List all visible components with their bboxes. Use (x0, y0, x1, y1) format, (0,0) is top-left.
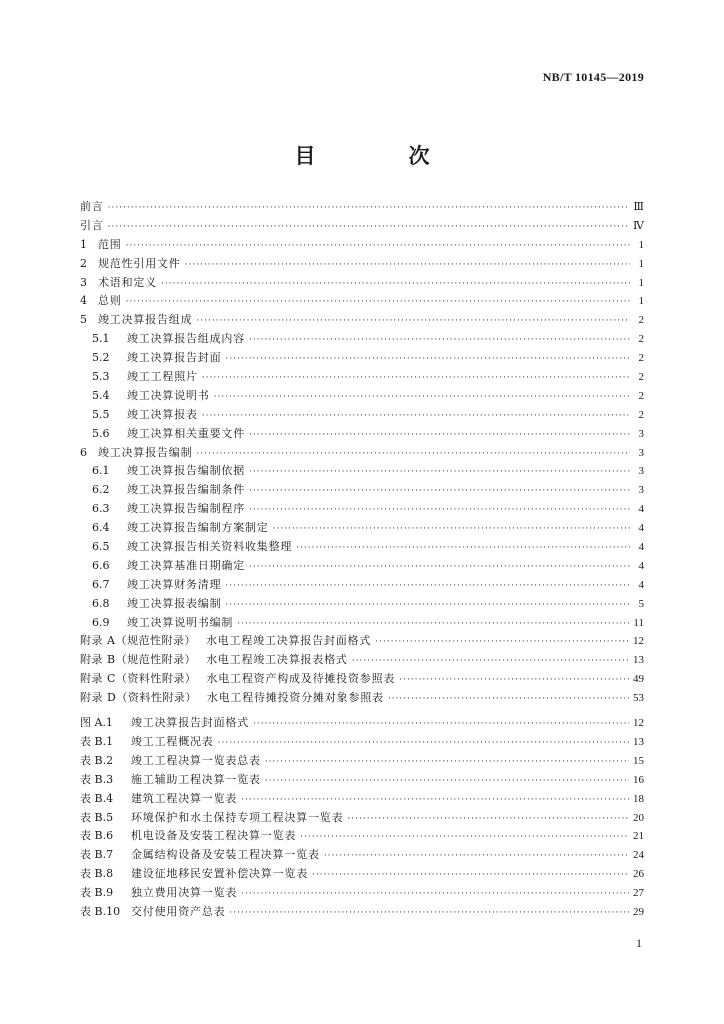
page-title: 目 次 (294, 143, 466, 168)
toc-number: 6.4 (92, 521, 110, 535)
leader-dots (249, 501, 630, 520)
toc-number: 1 (80, 237, 87, 251)
toc-label: 水电工程资产构成及待摊投资参照表 (206, 672, 396, 686)
leader-dots (249, 558, 630, 577)
toc-page: 13 (633, 654, 644, 667)
toc-number: 5.1 (92, 332, 110, 346)
toc-entry[interactable] (80, 576, 644, 595)
toc-label: 前言 (80, 200, 104, 213)
toc-page: 3 (638, 465, 644, 478)
leader-dots (388, 690, 629, 709)
toc-label: 竣工决算报告编制程序 (127, 502, 245, 516)
toc-number: 6.1 (92, 464, 110, 478)
toc-number: 附录 D（资料性附录） (80, 691, 197, 705)
toc-entry-appendix[interactable] (80, 689, 644, 708)
toc-page: 24 (633, 849, 644, 862)
toc-entry[interactable] (80, 217, 644, 236)
leader-dots (229, 904, 629, 923)
leader-dots (249, 331, 630, 350)
leader-dots (253, 715, 629, 734)
toc-label: 竣工决算报告相关资料收集整理 (127, 540, 293, 554)
toc-page: 2 (638, 389, 644, 402)
leader-dots (352, 652, 629, 671)
toc-page: 2 (638, 371, 644, 384)
toc-number: 表 B.9 (80, 886, 114, 900)
toc-entry[interactable] (80, 198, 644, 217)
toc-number: 表 B.7 (80, 848, 114, 862)
toc-number: 5.2 (92, 351, 110, 365)
leader-dots (161, 275, 630, 294)
toc-label: 水电工程待摊投资分摊对象参照表 (206, 691, 384, 705)
toc-page: 49 (633, 673, 644, 686)
leader-dots (108, 199, 630, 218)
toc-label: 交付使用资产总表 (131, 904, 226, 918)
toc-entry-figure[interactable] (80, 714, 644, 733)
leader-dots (312, 866, 629, 885)
leader-dots (324, 847, 629, 866)
leader-dots (225, 577, 630, 596)
toc-page: 20 (633, 811, 644, 824)
toc-entry[interactable] (80, 538, 644, 557)
leader-dots (185, 256, 630, 275)
toc-entry-table[interactable] (80, 903, 644, 922)
toc-entry-appendix[interactable] (80, 651, 644, 670)
toc-page: 21 (633, 830, 644, 843)
toc-label: 竣工决算财务清理 (127, 577, 222, 591)
toc-label: 规范性引用文件 (98, 256, 181, 270)
toc-label: 竣工决算报告封面 (127, 351, 222, 365)
leader-dots (399, 671, 629, 690)
toc-page: 12 (633, 717, 644, 730)
standard-code: NB/T 10145—2019 (542, 70, 644, 84)
leader-dots (218, 734, 629, 753)
toc-number: 4 (80, 294, 87, 308)
leader-dots (108, 218, 629, 237)
toc-page: Ⅳ (633, 219, 644, 232)
toc-label: 竣工决算报表 (127, 407, 198, 421)
toc-number: 6.5 (92, 540, 110, 554)
toc-number: 6.8 (92, 596, 110, 610)
toc-entry[interactable] (80, 557, 644, 576)
toc-page: 16 (633, 773, 644, 786)
leader-dots (126, 237, 630, 256)
toc-number: 6.3 (92, 502, 110, 516)
toc-entry[interactable] (80, 255, 644, 274)
leader-dots (241, 791, 629, 810)
toc-label: 竣工决算说明书编制 (127, 615, 234, 629)
toc-number: 2 (80, 256, 87, 270)
toc-number: 表 B.1 (80, 734, 114, 748)
toc-number: 附录 C（资料性附录） (80, 672, 197, 686)
toc-entry[interactable] (80, 444, 644, 463)
leader-dots (202, 407, 630, 426)
toc-entry[interactable] (80, 595, 644, 614)
toc-entry-table[interactable] (80, 771, 644, 790)
toc-page: 29 (633, 905, 644, 918)
leader-dots (196, 445, 630, 464)
toc-entry-table[interactable] (80, 827, 644, 846)
toc-entry[interactable] (80, 614, 644, 633)
toc-entry[interactable] (80, 406, 644, 425)
toc-entry-table[interactable] (80, 846, 644, 865)
toc-label: 竣工决算报告编制条件 (127, 483, 245, 497)
toc-label: 竣工工程概况表 (131, 734, 214, 748)
toc-entry[interactable] (80, 311, 644, 330)
toc-number: 5.3 (92, 370, 110, 384)
leader-dots (196, 312, 630, 331)
toc-page: 13 (633, 735, 644, 748)
toc-label: 总则 (98, 294, 122, 308)
leader-dots (375, 633, 629, 652)
toc-label: 独立费用决算一览表 (131, 886, 238, 900)
toc-page: 3 (638, 484, 644, 497)
toc-label: 竣工决算报表编制 (127, 596, 222, 610)
toc-entry-table[interactable] (80, 884, 644, 903)
leader-dots (347, 810, 629, 829)
toc-label: 竣工决算说明书 (127, 388, 210, 402)
toc-entry-table[interactable] (80, 752, 644, 771)
toc-label: 水电工程竣工决算报告封面格式 (205, 634, 372, 648)
toc-page: 27 (633, 887, 644, 900)
toc-entry[interactable] (80, 236, 644, 255)
leader-dots (296, 539, 630, 558)
toc-page: 4 (638, 578, 644, 591)
toc-page: Ⅲ (633, 201, 644, 213)
toc-entry[interactable] (80, 500, 644, 519)
toc-page: 5 (638, 597, 644, 610)
toc-number: 6 (80, 445, 87, 459)
leader-dots (126, 293, 630, 312)
toc-label: 金属结构设备及安装工程决算一览表 (131, 848, 320, 862)
table-of-contents (80, 198, 644, 922)
toc-entry[interactable] (80, 292, 644, 311)
toc-entry-table[interactable] (80, 790, 644, 809)
toc-label: 建设征地移民安置补偿决算一览表 (131, 867, 308, 881)
toc-page: 2 (638, 408, 644, 421)
leader-dots (273, 520, 630, 539)
toc-entry[interactable] (80, 462, 644, 481)
toc-page: 2 (638, 333, 644, 346)
toc-number: 6.7 (92, 577, 110, 591)
toc-page: 4 (638, 522, 644, 535)
toc-label: 水电工程竣工决算报表格式 (206, 653, 348, 667)
leader-dots (300, 828, 629, 847)
toc-number: 表 B.10 (80, 904, 121, 918)
toc-entry[interactable] (80, 330, 644, 349)
leader-dots (214, 388, 630, 407)
toc-number: 表 B.2 (80, 753, 114, 767)
toc-number: 表 B.4 (80, 791, 114, 805)
leader-dots (249, 426, 630, 445)
toc-entry-appendix[interactable] (80, 632, 644, 651)
toc-entry-appendix[interactable] (80, 670, 644, 689)
toc-number: 附录 A（规范性附录） (80, 634, 196, 648)
toc-entry-table[interactable] (80, 809, 644, 828)
page-number: 1 (636, 936, 642, 950)
toc-entry-table[interactable] (80, 865, 644, 884)
toc-number: 5.4 (92, 388, 110, 402)
toc-page: 1 (638, 238, 644, 251)
toc-number: 表 B.5 (80, 810, 114, 824)
toc-label: 竣工决算报告编制 (98, 445, 193, 459)
toc-page: 4 (638, 559, 644, 572)
toc-page: 2 (638, 314, 644, 327)
toc-label: 竣工工程决算一览表总表 (131, 753, 261, 767)
toc-entry[interactable] (80, 425, 644, 444)
leader-dots (249, 463, 630, 482)
toc-page: 3 (638, 427, 644, 440)
toc-number: 5.5 (92, 407, 110, 421)
toc-page: 4 (638, 503, 644, 516)
toc-page: 1 (638, 276, 644, 289)
toc-label: 建筑工程决算一览表 (131, 791, 238, 805)
toc-page: 1 (638, 257, 644, 270)
toc-number: 表 B.6 (80, 829, 114, 843)
toc-label: 竣工决算报告组成 (98, 313, 193, 327)
leader-dots (225, 350, 630, 369)
toc-label: 引言 (80, 218, 104, 232)
toc-label: 竣工工程照片 (127, 370, 198, 384)
toc-label: 施工辅助工程决算一览表 (131, 772, 261, 786)
leader-dots (225, 596, 630, 615)
toc-label: 竣工决算报告编制依据 (127, 464, 245, 478)
toc-label: 竣工决算报告组成内容 (127, 332, 245, 346)
toc-entry[interactable] (80, 387, 644, 406)
toc-page: 3 (638, 446, 644, 459)
toc-page: 12 (633, 635, 644, 648)
leader-dots (265, 772, 629, 791)
toc-page: 4 (638, 541, 644, 554)
toc-label: 机电设备及安装工程决算一览表 (131, 829, 297, 843)
toc-number: 表 B.8 (80, 867, 114, 881)
leader-dots (237, 615, 629, 634)
leader-dots (202, 369, 630, 388)
toc-number: 6.9 (92, 615, 110, 629)
toc-entry[interactable] (80, 349, 644, 368)
toc-number: 3 (80, 275, 87, 289)
toc-page: 18 (633, 792, 644, 805)
toc-page: 2 (638, 352, 644, 365)
leader-dots (265, 753, 629, 772)
toc-page: 11 (633, 616, 644, 629)
toc-number: 5 (80, 313, 87, 327)
toc-label: 竣工决算报告编制方案制定 (127, 521, 269, 535)
toc-number: 5.6 (92, 426, 110, 440)
toc-page: 53 (633, 692, 644, 705)
toc-entry[interactable] (80, 481, 644, 500)
toc-label: 竣工决算基准日期确定 (127, 558, 245, 572)
toc-label: 范围 (98, 237, 122, 251)
toc-page: 1 (638, 295, 644, 308)
leader-dots (241, 885, 629, 904)
toc-entry[interactable] (80, 274, 644, 293)
toc-entry[interactable] (80, 519, 644, 538)
leader-dots (249, 482, 630, 501)
toc-entry-table[interactable] (80, 733, 644, 752)
toc-number: 图 A.1 (80, 716, 113, 730)
toc-page: 26 (633, 868, 644, 881)
toc-label: 竣工决算相关重要文件 (127, 426, 245, 440)
toc-number: 附录 B（规范性附录） (80, 653, 197, 667)
toc-number: 6.2 (92, 483, 110, 497)
toc-entry[interactable] (80, 368, 644, 387)
toc-label: 竣工决算报告封面格式 (131, 716, 249, 730)
toc-number: 表 B.3 (80, 772, 114, 786)
toc-label: 术语和定义 (98, 275, 157, 289)
toc-page: 15 (633, 754, 644, 767)
toc-label: 环境保护和水土保持专项工程决算一览表 (131, 810, 344, 824)
toc-number: 6.6 (92, 558, 110, 572)
